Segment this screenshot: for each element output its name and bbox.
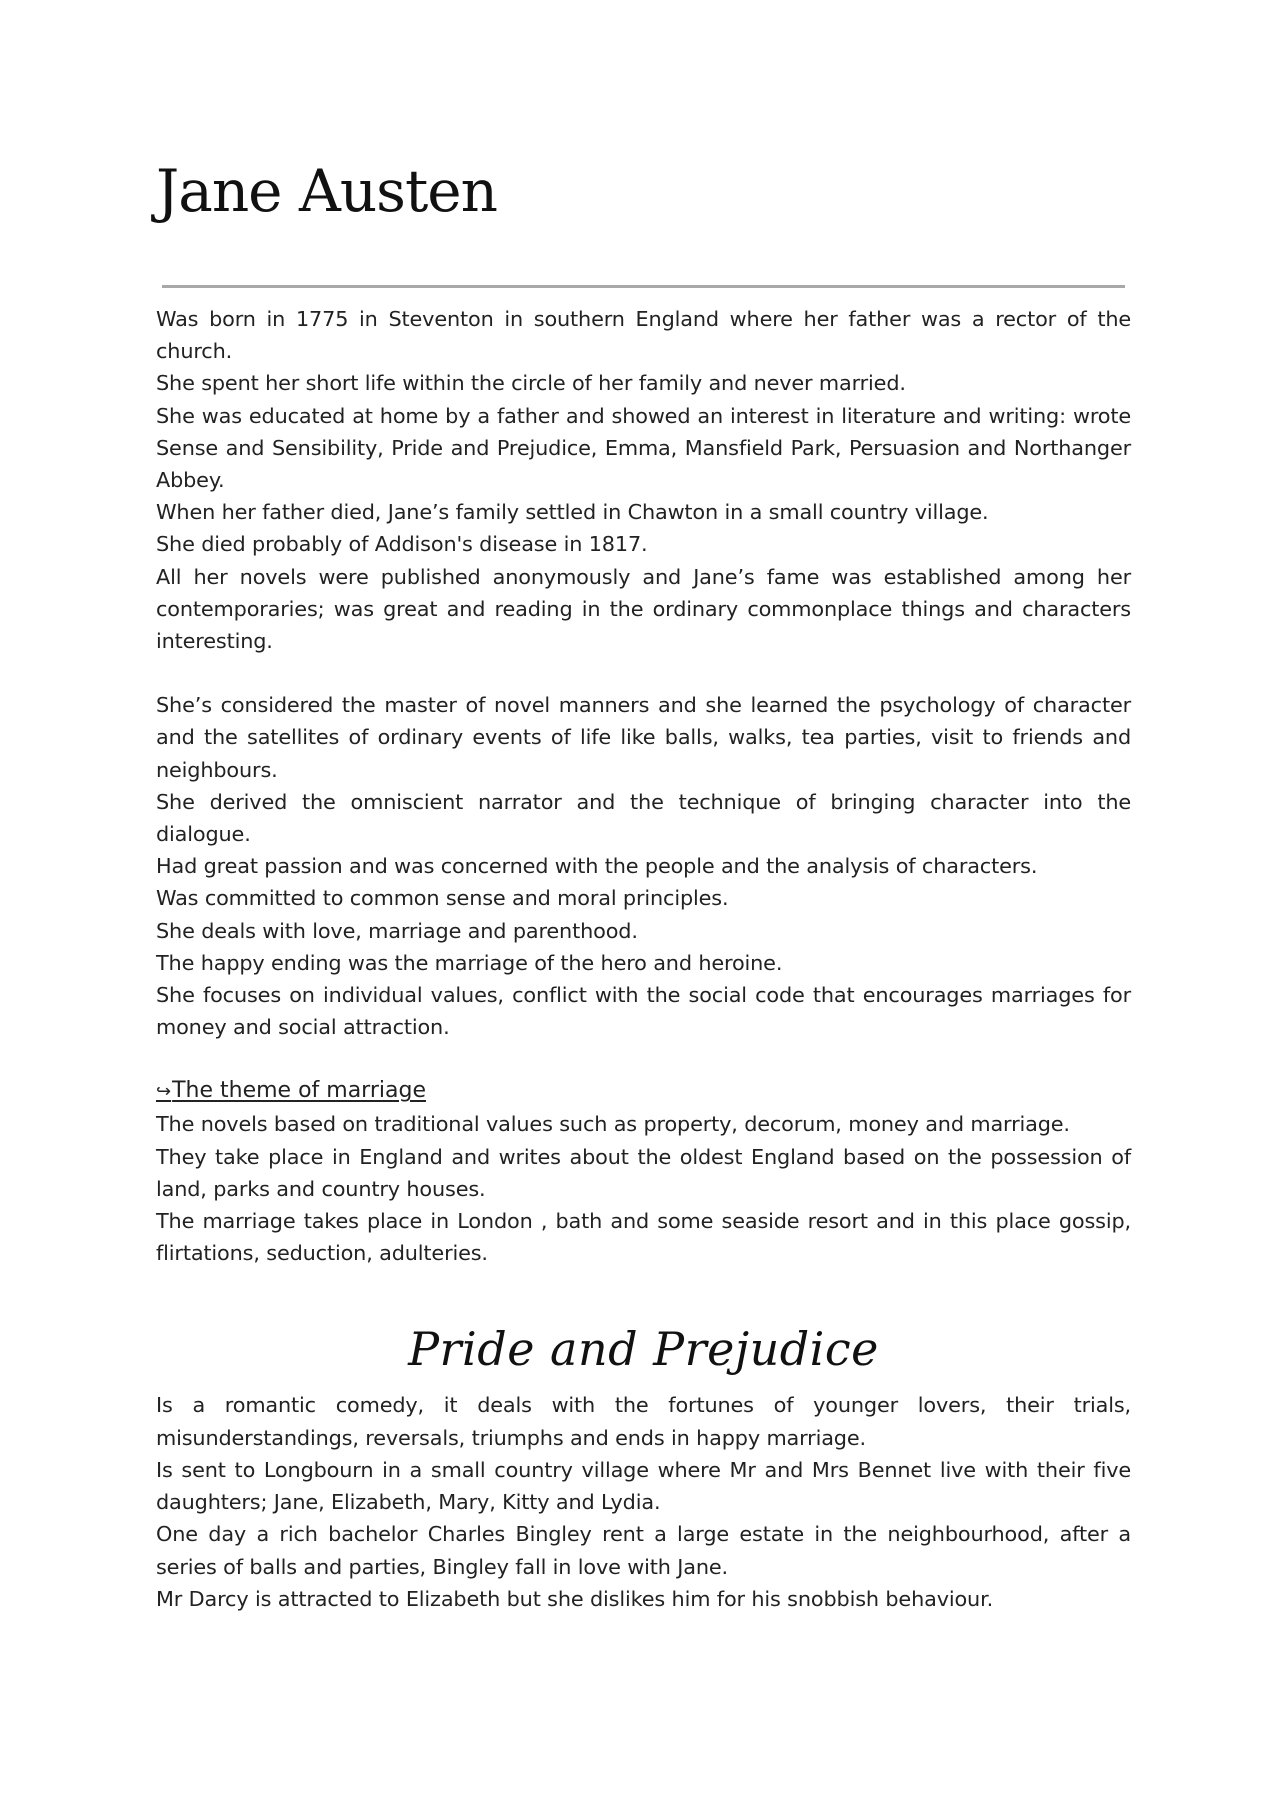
style-paragraph: She derived the omniscient narrator and the technique of bringing character into the dialogue. [156, 789, 1131, 847]
marriage-paragraph: The marriage takes place in London , bath and some seaside resort and in this place gossip, flirtations, seduction, adulteries. [156, 1209, 1131, 1266]
marriage-heading [156, 1075, 1131, 1108]
marriage-paragraph: They take place in England and writes about the oldest England based on the possession of land, parks and country houses. [156, 1144, 1131, 1201]
style-paragraph: Had great passion and was concerned with the people and the analysis of characters. [156, 854, 1038, 879]
bio-paragraph: She spent her short life within the circle of her family and never married. [156, 371, 906, 396]
pride-section [156, 1389, 1131, 1614]
page-title: Jane Austen [156, 157, 497, 225]
spacer [156, 657, 1131, 689]
bio-paragraph: She died probably of Addison's disease in 1817. [156, 532, 648, 557]
pride-paragraph: Mr Darcy is attracted to Elizabeth but she dislikes him for his snobbish behaviour. [156, 1586, 994, 1611]
pride-paragraph: Is a romantic comedy, it deals with the fortunes of younger lovers, their trials, misunderstandings, reversals, triumphs and ends in happy marriage. [156, 1393, 1131, 1450]
style-section [156, 689, 1131, 1043]
style-paragraph: She deals with love, marriage and parenthood. [156, 918, 638, 943]
bio-paragraph: Was born in 1775 in Steventon in southern England where her father was a rector of the church. [156, 307, 1131, 364]
title-divider [162, 285, 1125, 288]
hook-arrow-icon: ↪ [156, 1081, 172, 1103]
pride-and-prejudice-title: Pride and Prejudice [408, 1322, 879, 1377]
document-page [156, 155, 1131, 1615]
bio-paragraph: When her father died, Jane’s family settled in Chawton in a small country village. [156, 500, 989, 525]
marriage-section [156, 1075, 1131, 1269]
bio-paragraph: All her novels were published anonymously and Jane’s fame was established among her contemporaries; was great and reading in the ordinary commonplace things and characters interesting. [156, 564, 1131, 654]
style-paragraph: The happy ending was the marriage of the hero and heroine. [156, 950, 783, 975]
biography-section [156, 303, 1131, 657]
pride-paragraph: One day a rich bachelor Charles Bingley rent a large estate in the neighbourhood, after a series of balls and parties, Bingley fall in love with Jane. [156, 1522, 1131, 1579]
bio-paragraph: She was educated at home by a father and showed an interest in literature and writing: wrote Sense and Sensibility, Pride and Prejudice, Emma, Mansfield Park, Persuasion and Northanger Abbey. [156, 403, 1131, 493]
pride-paragraph: Is sent to Longbourn in a small country village where Mr and Mrs Bennet live with their five daughters; Jane, Elizabeth, Mary, Kitty and Lydia. [156, 1457, 1131, 1515]
style-paragraph: Was committed to common sense and moral principles. [156, 886, 729, 911]
style-paragraph: She focuses on individual values, conflict with the social code that encourages marriages for money and social attraction. [156, 983, 1131, 1040]
spacer [156, 1043, 1131, 1075]
style-paragraph: She’s considered the master of novel manners and she learned the psychology of character and the satellites of ordinary events of life like balls, walks, tea parties, visit to friends and neighbours. [156, 693, 1131, 782]
marriage-heading-text: The theme of marriage [172, 1078, 426, 1104]
marriage-paragraph: The novels based on traditional values such as property, decorum, money and marriage. [156, 1112, 1070, 1137]
